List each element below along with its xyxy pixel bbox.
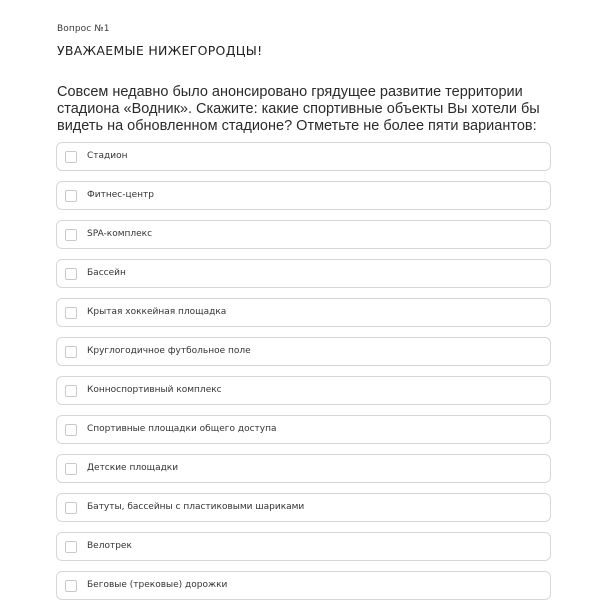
option-spa-complex[interactable] [56, 220, 551, 249]
option-stadium[interactable] [56, 142, 551, 171]
option-label: SPA-комплекс [87, 229, 153, 239]
checkbox[interactable] [65, 580, 77, 592]
option-fitness-center[interactable] [56, 181, 551, 210]
option-velodrome[interactable] [56, 532, 551, 561]
option-label: Велотрек [87, 541, 132, 551]
option-label: Бассейн [87, 268, 126, 278]
option-indoor-hockey-rink[interactable] [56, 298, 551, 327]
option-label: Спортивные площадки общего доступа [87, 424, 277, 434]
option-pool[interactable] [56, 259, 551, 288]
option-label: Беговые (трековые) дорожки [87, 580, 228, 590]
options-list [56, 142, 551, 610]
checkbox[interactable] [65, 463, 77, 475]
checkbox[interactable] [65, 268, 77, 280]
checkbox[interactable] [65, 541, 77, 553]
option-label: Фитнес-центр [87, 190, 154, 200]
option-label: Стадион [87, 151, 128, 161]
option-label: Батуты, бассейны с пластиковыми шариками [87, 502, 305, 512]
checkbox[interactable] [65, 385, 77, 397]
option-playgrounds[interactable] [56, 454, 551, 483]
checkbox[interactable] [65, 346, 77, 358]
option-label: Крытая хоккейная площадка [87, 307, 227, 317]
option-equestrian-complex[interactable] [56, 376, 551, 405]
checkbox[interactable] [65, 190, 77, 202]
option-label: Детские площадки [87, 463, 179, 473]
checkbox[interactable] [65, 307, 77, 319]
checkbox[interactable] [65, 151, 77, 163]
option-public-sports-grounds[interactable] [56, 415, 551, 444]
checkbox[interactable] [65, 502, 77, 514]
option-label: Круглогодичное футбольное поле [87, 346, 251, 356]
question-heading: УВАЖАЕМЫЕ НИЖЕГОРОДЦЫ! [57, 43, 263, 58]
question-number: Вопрос №1 [57, 24, 110, 34]
checkbox[interactable] [65, 424, 77, 436]
checkbox[interactable] [65, 229, 77, 241]
question-text: Совсем недавно было анонсировано грядущее развитие территории стадиона «Водник». Скажите: какие спортивные объекты Вы хотели бы видеть на обновленном стадионе? Отметьте не более пяти вариантов: [57, 84, 540, 134]
option-all-season-football-field[interactable] [56, 337, 551, 366]
option-trampolines-ball-pits[interactable] [56, 493, 551, 522]
option-label: Конноспортивный комплекс [87, 385, 222, 395]
option-running-tracks[interactable] [56, 571, 551, 600]
